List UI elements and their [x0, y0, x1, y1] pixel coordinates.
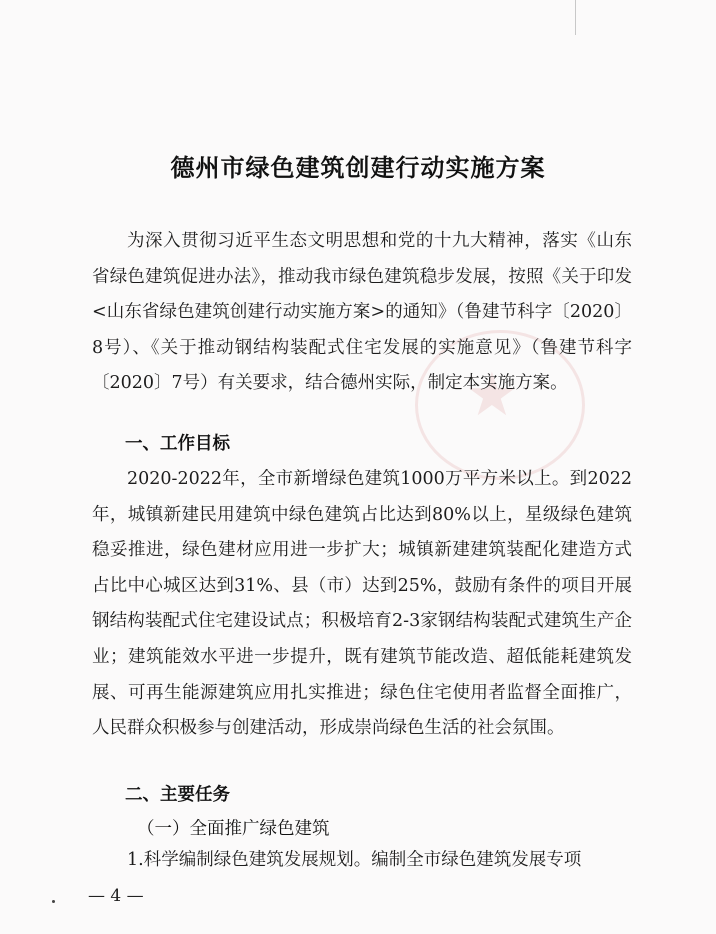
scan-edge-line [575, 0, 576, 35]
item1-paragraph: 1.科学编制绿色建筑发展规划。编制全市绿色建筑发展专项 [127, 850, 582, 870]
section1-heading: 一、工作目标 [125, 434, 230, 454]
section1-paragraph: 2020-2022年，全市新增绿色建筑1000万平方米以上。到2022年，城镇新建民用建筑中绿色建筑占比达到80%以上，星级绿色建筑稳妥推进，绿色建材应用进一步扩大；城镇新建建筑装配化建造方式占比中心城区达到31%、县（市）达到25%，鼓励有条件的项目开展钢结构装配式住宅建设试点；积极培育2-3家钢结构装配式建筑生产企业；建筑能效水平进一步提升，既有建筑节能改造、超低能耗建筑发展、可再生能源建筑应用扎实推进；绿色住宅使用者监督全面推广，人民群众积极参与创建活动，形成崇尚绿色生活的社会氛围。 [92, 469, 632, 739]
seal-star-icon: ★ [465, 360, 519, 430]
subsection1-heading: （一）全面推广绿色建筑 [137, 819, 330, 839]
scan-dot [52, 900, 55, 903]
intro-paragraph: 为深入贯彻习近平生态文明思想和党的十九大精神，落实《山东省绿色建筑促进办法》，推动我市绿色建筑稳步发展，按照《关于印发<山东省绿色建筑创建行动实施方案>的通知》（鲁建节科字〔2020〕8号）、《关于推动钢结构装配式住宅发展的实施意见》（鲁建节科字〔2020〕7号）有关要求，结合德州实际，制定本实施方案。 [92, 231, 632, 394]
page-number: — 4 — [88, 886, 144, 906]
document-title: 德州市绿色建筑创建行动实施方案 [170, 153, 546, 182]
section2-heading: 二、主要任务 [125, 785, 230, 805]
